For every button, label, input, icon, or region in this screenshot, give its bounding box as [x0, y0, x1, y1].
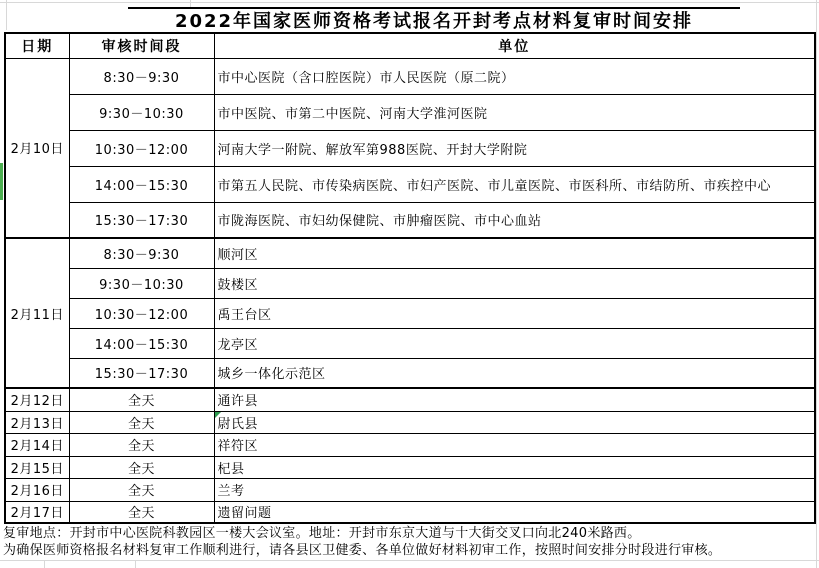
date-cell[interactable]: 2月17日: [5, 501, 69, 523]
unit-cell[interactable]: 市中医院、市第二中医院、河南大学淮河医院: [214, 94, 815, 130]
unit-cell[interactable]: 河南大学一附院、解放军第988医院、开封大学附院: [214, 130, 815, 166]
time-cell[interactable]: 15:30－17:30: [69, 358, 214, 388]
table-row: [5, 298, 815, 328]
column-header-date[interactable]: 日期: [5, 33, 69, 58]
table-row: [5, 58, 815, 94]
unit-cell[interactable]: 城乡一体化示范区: [214, 358, 815, 388]
unit-cell[interactable]: 杞县: [214, 456, 815, 478]
date-cell[interactable]: 2月13日: [5, 411, 69, 433]
column-header-time[interactable]: 审核时间段: [69, 33, 214, 58]
time-cell[interactable]: 9:30－10:30: [69, 268, 214, 298]
table-row: [5, 130, 815, 166]
column-header-unit[interactable]: 单位: [214, 33, 815, 58]
unit-cell[interactable]: 市第五人民院、市传染病医院、市妇产医院、市儿童医院、市医科所、市结防所、市疾控中心: [214, 166, 815, 202]
unit-cell[interactable]: 市中心医院（含口腔医院）市人民医院（原二院）: [214, 58, 815, 94]
schedule-table: [4, 32, 816, 524]
unit-cell[interactable]: 龙亭区: [214, 328, 815, 358]
time-cell[interactable]: 8:30－9:30: [69, 238, 214, 268]
date-cell[interactable]: 2月12日: [5, 388, 69, 411]
gridline-vertical-tick-bottom-1: [44, 560, 45, 568]
table-row: [5, 478, 815, 501]
time-cell[interactable]: 全天: [69, 478, 214, 501]
unit-cell[interactable]: 通许县: [214, 388, 815, 411]
time-cell[interactable]: 10:30－12:00: [69, 298, 214, 328]
error-indicator-icon: [215, 412, 221, 418]
date-cell[interactable]: 2月10日: [5, 58, 69, 238]
date-cell[interactable]: 2月11日: [5, 238, 69, 388]
table-row: [5, 202, 815, 238]
time-cell[interactable]: 8:30－9:30: [69, 58, 214, 94]
time-cell[interactable]: 10:30－12:00: [69, 130, 214, 166]
date-cell[interactable]: 2月15日: [5, 456, 69, 478]
table-row: [5, 268, 815, 298]
table-row: [5, 94, 815, 130]
table-row: [5, 433, 815, 456]
table-row: [5, 388, 815, 411]
time-cell[interactable]: 全天: [69, 411, 214, 433]
table-row: [5, 358, 815, 388]
unit-cell[interactable]: 顺河区: [214, 238, 815, 268]
time-cell[interactable]: 全天: [69, 456, 214, 478]
gridline-vertical-left: [6, 0, 7, 30]
time-cell[interactable]: 15:30－17:30: [69, 202, 214, 238]
unit-cell[interactable]: 兰考: [214, 478, 815, 501]
footer-notes: [3, 525, 721, 559]
page-title[interactable]: 2022年国家医师资格考试报名开封考点材料复审时间安排: [128, 7, 740, 32]
table-row: [5, 238, 815, 268]
footer-location-line[interactable]: 复审地点：开封市中心医院科教园区一楼大会议室。地址：开封市东京大道与十大街交叉口向北240米路西。: [3, 526, 641, 541]
gridline-horizontal-bottom: [0, 560, 819, 561]
unit-cell[interactable]: 鼓楼区: [214, 268, 815, 298]
unit-cell[interactable]: 遗留问题: [214, 501, 815, 523]
unit-cell[interactable]: 祥符区: [214, 433, 815, 456]
time-cell[interactable]: 14:00－15:30: [69, 166, 214, 202]
unit-cell[interactable]: 市陇海医院、市妇幼保健院、市肿瘤医院、市中心血站: [214, 202, 815, 238]
left-edge-green-fill: [0, 163, 3, 200]
table-row: [5, 456, 815, 478]
gridline-vertical-tick-bottom-2: [135, 560, 136, 568]
time-cell[interactable]: 全天: [69, 501, 214, 523]
table-row: [5, 411, 815, 433]
time-cell[interactable]: 全天: [69, 433, 214, 456]
time-cell[interactable]: 9:30－10:30: [69, 94, 214, 130]
table-row: [5, 328, 815, 358]
gridline-vertical-right: [816, 0, 817, 568]
footer-instruction-line[interactable]: 为确保医师资格报名材料复审工作顺利进行，请各县区卫健委、各单位做好材料初审工作，按照时间安排分时段进行审核。: [3, 543, 722, 558]
gridline-horizontal-top: [0, 2, 819, 3]
date-cell[interactable]: 2月16日: [5, 478, 69, 501]
table-row: [5, 166, 815, 202]
unit-cell[interactable]: 尉氏县: [214, 411, 815, 433]
time-cell[interactable]: 全天: [69, 388, 214, 411]
time-cell[interactable]: 14:00－15:30: [69, 328, 214, 358]
date-cell[interactable]: 2月14日: [5, 433, 69, 456]
table-row: [5, 501, 815, 523]
unit-cell[interactable]: 禹王台区: [214, 298, 815, 328]
header-row: [5, 33, 815, 58]
